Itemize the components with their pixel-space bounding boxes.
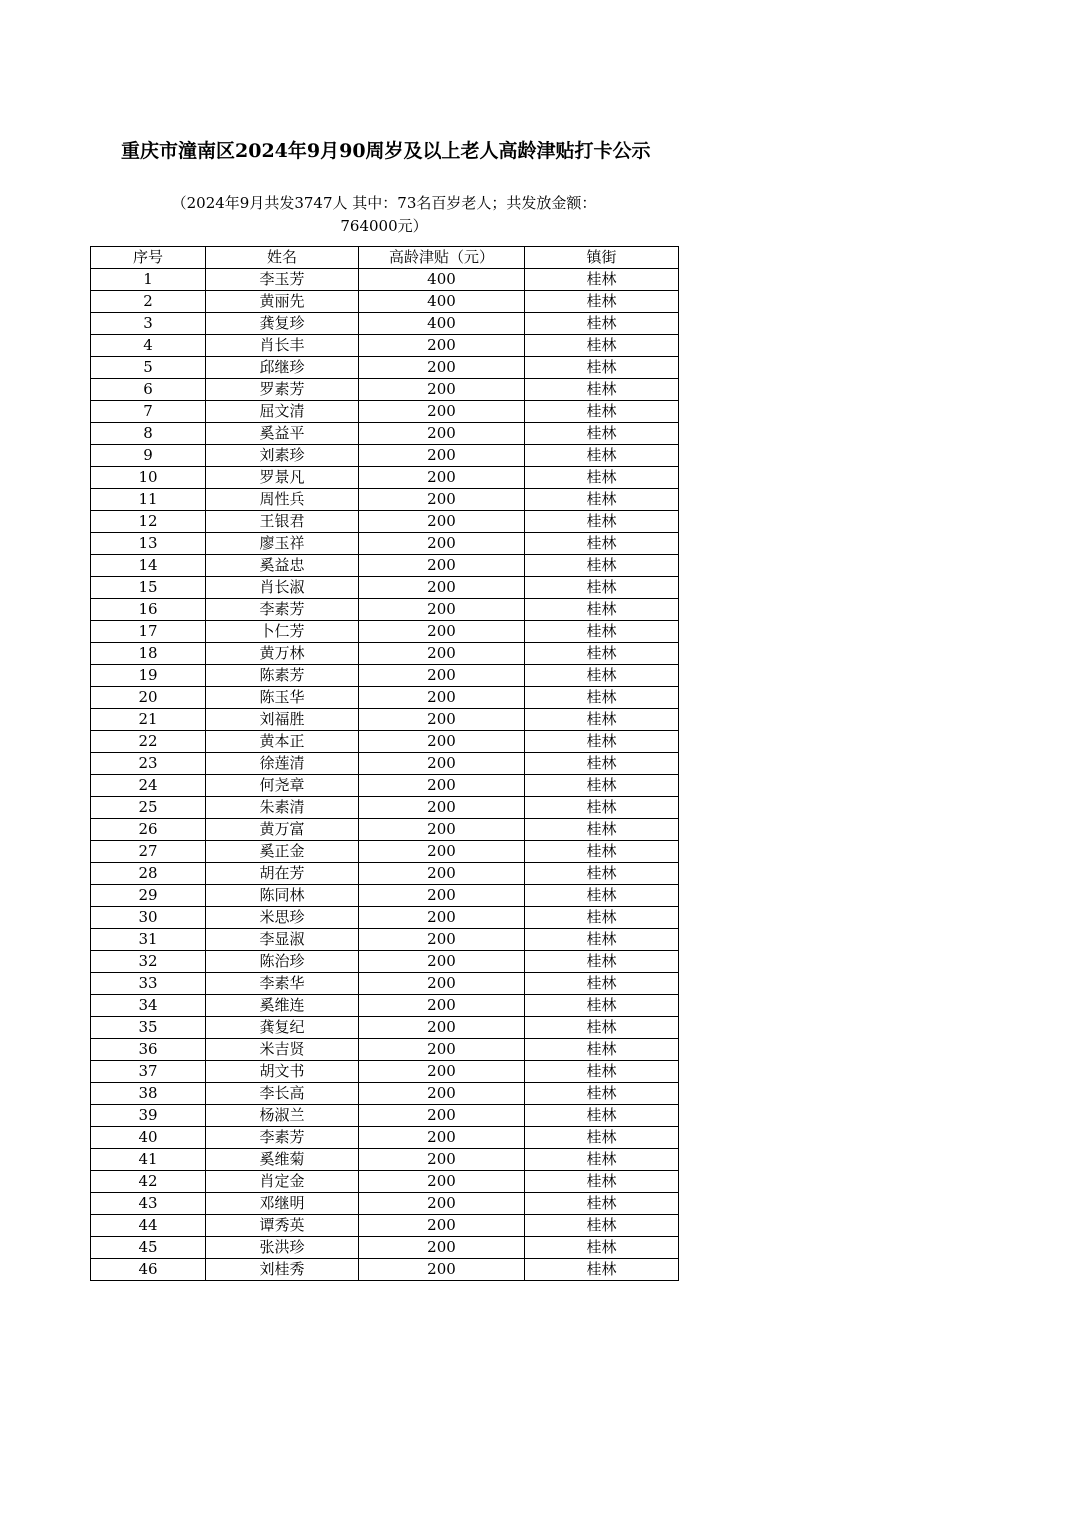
table-row (91, 335, 679, 357)
cell-name: 米思珍 (206, 907, 359, 929)
cell-allowance: 200 (359, 1193, 525, 1215)
cell-town: 桂林 (525, 1083, 679, 1105)
cell-allowance: 200 (359, 1061, 525, 1083)
cell-index: 40 (91, 1127, 206, 1149)
cell-allowance: 200 (359, 1215, 525, 1237)
cell-allowance: 200 (359, 335, 525, 357)
cell-allowance: 200 (359, 599, 525, 621)
cell-town: 桂林 (525, 1215, 679, 1237)
table-row (91, 1017, 679, 1039)
table-row (91, 1105, 679, 1127)
cell-index: 7 (91, 401, 206, 423)
cell-index: 25 (91, 797, 206, 819)
cell-allowance: 200 (359, 379, 525, 401)
cell-name: 何尧章 (206, 775, 359, 797)
table-row (91, 1039, 679, 1061)
cell-index: 38 (91, 1083, 206, 1105)
cell-allowance: 200 (359, 885, 525, 907)
cell-index: 1 (91, 269, 206, 291)
cell-town: 桂林 (525, 489, 679, 511)
table-row (91, 1171, 679, 1193)
cell-index: 17 (91, 621, 206, 643)
cell-index: 23 (91, 753, 206, 775)
table-row (91, 577, 679, 599)
cell-index: 42 (91, 1171, 206, 1193)
cell-name: 周性兵 (206, 489, 359, 511)
cell-index: 37 (91, 1061, 206, 1083)
cell-allowance: 200 (359, 1083, 525, 1105)
cell-name: 龚复纪 (206, 1017, 359, 1039)
cell-name: 刘福胜 (206, 709, 359, 731)
cell-town: 桂林 (525, 511, 679, 533)
cell-town: 桂林 (525, 313, 679, 335)
cell-index: 27 (91, 841, 206, 863)
cell-name: 奚益忠 (206, 555, 359, 577)
cell-name: 邱继珍 (206, 357, 359, 379)
table-row (91, 797, 679, 819)
table-row (91, 709, 679, 731)
cell-town: 桂林 (525, 819, 679, 841)
cell-town: 桂林 (525, 1259, 679, 1281)
cell-name: 朱素清 (206, 797, 359, 819)
table-row (91, 599, 679, 621)
cell-town: 桂林 (525, 577, 679, 599)
cell-allowance: 400 (359, 269, 525, 291)
cell-town: 桂林 (525, 841, 679, 863)
cell-index: 22 (91, 731, 206, 753)
page-title: 重庆市潼南区2024年9月90周岁及以上老人高龄津贴打卡公示 (121, 140, 651, 162)
cell-index: 24 (91, 775, 206, 797)
cell-index: 11 (91, 489, 206, 511)
cell-allowance: 200 (359, 907, 525, 929)
cell-index: 44 (91, 1215, 206, 1237)
cell-name: 屈文清 (206, 401, 359, 423)
table-row (91, 775, 679, 797)
cell-name: 李玉芳 (206, 269, 359, 291)
summary-line-2: 764000元） (340, 217, 428, 235)
cell-allowance: 200 (359, 1039, 525, 1061)
cell-index: 30 (91, 907, 206, 929)
cell-allowance: 200 (359, 731, 525, 753)
table-row (91, 1149, 679, 1171)
cell-index: 32 (91, 951, 206, 973)
cell-allowance: 200 (359, 533, 525, 555)
cell-name: 奚正金 (206, 841, 359, 863)
table-row (91, 1127, 679, 1149)
cell-town: 桂林 (525, 1237, 679, 1259)
cell-index: 33 (91, 973, 206, 995)
cell-index: 28 (91, 863, 206, 885)
cell-town: 桂林 (525, 1105, 679, 1127)
cell-index: 14 (91, 555, 206, 577)
cell-name: 谭秀英 (206, 1215, 359, 1237)
table-row (91, 269, 679, 291)
summary-subtitle (90, 192, 678, 238)
cell-name: 卜仁芳 (206, 621, 359, 643)
cell-allowance: 200 (359, 1237, 525, 1259)
cell-name: 米吉贤 (206, 1039, 359, 1061)
cell-town: 桂林 (525, 907, 679, 929)
cell-index: 10 (91, 467, 206, 489)
cell-allowance: 200 (359, 489, 525, 511)
cell-index: 18 (91, 643, 206, 665)
cell-allowance: 200 (359, 467, 525, 489)
cell-name: 奚维连 (206, 995, 359, 1017)
cell-allowance: 200 (359, 687, 525, 709)
cell-town: 桂林 (525, 995, 679, 1017)
cell-town: 桂林 (525, 1193, 679, 1215)
cell-name: 罗素芳 (206, 379, 359, 401)
table-row (91, 841, 679, 863)
cell-allowance: 200 (359, 1127, 525, 1149)
cell-allowance: 200 (359, 1171, 525, 1193)
cell-allowance: 200 (359, 1017, 525, 1039)
cell-allowance: 400 (359, 291, 525, 313)
cell-allowance: 200 (359, 995, 525, 1017)
cell-town: 桂林 (525, 643, 679, 665)
cell-index: 19 (91, 665, 206, 687)
cell-allowance: 200 (359, 511, 525, 533)
cell-name: 胡在芳 (206, 863, 359, 885)
cell-allowance: 200 (359, 929, 525, 951)
cell-town: 桂林 (525, 665, 679, 687)
table-row (91, 1259, 679, 1281)
cell-index: 2 (91, 291, 206, 313)
table-row (91, 445, 679, 467)
cell-allowance: 200 (359, 401, 525, 423)
cell-index: 3 (91, 313, 206, 335)
header-index: 序号 (91, 247, 206, 269)
table-row (91, 753, 679, 775)
cell-name: 龚复珍 (206, 313, 359, 335)
cell-index: 45 (91, 1237, 206, 1259)
cell-name: 廖玉祥 (206, 533, 359, 555)
cell-town: 桂林 (525, 885, 679, 907)
cell-allowance: 200 (359, 423, 525, 445)
table-row (91, 423, 679, 445)
table-row (91, 1237, 679, 1259)
table-row (91, 511, 679, 533)
cell-name: 胡文书 (206, 1061, 359, 1083)
table-row (91, 1083, 679, 1105)
cell-allowance: 200 (359, 797, 525, 819)
cell-allowance: 200 (359, 819, 525, 841)
cell-town: 桂林 (525, 929, 679, 951)
cell-name: 王银君 (206, 511, 359, 533)
cell-index: 5 (91, 357, 206, 379)
cell-index: 31 (91, 929, 206, 951)
table-row (91, 357, 679, 379)
cell-index: 20 (91, 687, 206, 709)
cell-town: 桂林 (525, 775, 679, 797)
cell-index: 13 (91, 533, 206, 555)
cell-index: 8 (91, 423, 206, 445)
cell-allowance: 200 (359, 621, 525, 643)
table-header-row (91, 247, 679, 269)
cell-index: 41 (91, 1149, 206, 1171)
table-row (91, 995, 679, 1017)
cell-name: 陈素芳 (206, 665, 359, 687)
table-row (91, 929, 679, 951)
table-row (91, 687, 679, 709)
table-row (91, 1061, 679, 1083)
header-name: 姓名 (206, 247, 359, 269)
table-row (91, 665, 679, 687)
cell-index: 43 (91, 1193, 206, 1215)
header-allowance: 高龄津贴（元） (359, 247, 525, 269)
cell-name: 黄万林 (206, 643, 359, 665)
cell-name: 李素芳 (206, 599, 359, 621)
cell-allowance: 200 (359, 357, 525, 379)
cell-town: 桂林 (525, 467, 679, 489)
table-row (91, 1193, 679, 1215)
cell-name: 肖定金 (206, 1171, 359, 1193)
cell-allowance: 200 (359, 555, 525, 577)
header-town: 镇街 (525, 247, 679, 269)
cell-index: 16 (91, 599, 206, 621)
cell-name: 杨淑兰 (206, 1105, 359, 1127)
cell-name: 刘桂秀 (206, 1259, 359, 1281)
cell-name: 黄丽先 (206, 291, 359, 313)
cell-index: 36 (91, 1039, 206, 1061)
table-row (91, 1215, 679, 1237)
cell-name: 徐莲清 (206, 753, 359, 775)
cell-town: 桂林 (525, 863, 679, 885)
cell-town: 桂林 (525, 753, 679, 775)
cell-town: 桂林 (525, 973, 679, 995)
table-row (91, 621, 679, 643)
cell-town: 桂林 (525, 533, 679, 555)
cell-name: 李素芳 (206, 1127, 359, 1149)
cell-allowance: 200 (359, 445, 525, 467)
cell-name: 奚维菊 (206, 1149, 359, 1171)
cell-allowance: 200 (359, 951, 525, 973)
cell-town: 桂林 (525, 951, 679, 973)
cell-allowance: 200 (359, 1149, 525, 1171)
cell-name: 黄万富 (206, 819, 359, 841)
table-row (91, 467, 679, 489)
cell-name: 邓继明 (206, 1193, 359, 1215)
cell-town: 桂林 (525, 687, 679, 709)
cell-name: 李素华 (206, 973, 359, 995)
cell-allowance: 200 (359, 643, 525, 665)
table-row (91, 863, 679, 885)
cell-town: 桂林 (525, 555, 679, 577)
cell-allowance: 200 (359, 709, 525, 731)
cell-town: 桂林 (525, 269, 679, 291)
cell-index: 12 (91, 511, 206, 533)
cell-name: 陈玉华 (206, 687, 359, 709)
cell-name: 黄本正 (206, 731, 359, 753)
cell-town: 桂林 (525, 1039, 679, 1061)
cell-town: 桂林 (525, 401, 679, 423)
table-row (91, 313, 679, 335)
cell-town: 桂林 (525, 1149, 679, 1171)
table-row (91, 291, 679, 313)
cell-allowance: 200 (359, 1105, 525, 1127)
cell-name: 奚益平 (206, 423, 359, 445)
cell-name: 刘素珍 (206, 445, 359, 467)
cell-town: 桂林 (525, 423, 679, 445)
table-row (91, 643, 679, 665)
cell-index: 39 (91, 1105, 206, 1127)
cell-town: 桂林 (525, 357, 679, 379)
cell-allowance: 200 (359, 973, 525, 995)
cell-town: 桂林 (525, 797, 679, 819)
cell-index: 46 (91, 1259, 206, 1281)
cell-town: 桂林 (525, 379, 679, 401)
cell-name: 陈同林 (206, 885, 359, 907)
cell-allowance: 200 (359, 753, 525, 775)
cell-town: 桂林 (525, 1127, 679, 1149)
table-row (91, 731, 679, 753)
table-row (91, 555, 679, 577)
table-row (91, 533, 679, 555)
cell-town: 桂林 (525, 709, 679, 731)
cell-index: 6 (91, 379, 206, 401)
cell-town: 桂林 (525, 731, 679, 753)
table-row (91, 819, 679, 841)
cell-allowance: 200 (359, 577, 525, 599)
cell-town: 桂林 (525, 1061, 679, 1083)
table-row (91, 885, 679, 907)
table-row (91, 401, 679, 423)
cell-name: 张洪珍 (206, 1237, 359, 1259)
cell-name: 肖长淑 (206, 577, 359, 599)
cell-index: 35 (91, 1017, 206, 1039)
cell-index: 21 (91, 709, 206, 731)
cell-town: 桂林 (525, 1171, 679, 1193)
cell-index: 29 (91, 885, 206, 907)
cell-town: 桂林 (525, 335, 679, 357)
cell-index: 26 (91, 819, 206, 841)
cell-name: 陈治珍 (206, 951, 359, 973)
cell-name: 罗景凡 (206, 467, 359, 489)
cell-allowance: 200 (359, 1259, 525, 1281)
table-row (91, 907, 679, 929)
cell-allowance: 400 (359, 313, 525, 335)
cell-index: 4 (91, 335, 206, 357)
summary-line-1: （2024年9月共发3747人 其中：73名百岁老人；共发放金额： (171, 194, 597, 212)
cell-allowance: 200 (359, 665, 525, 687)
table-row (91, 489, 679, 511)
cell-town: 桂林 (525, 621, 679, 643)
cell-name: 李长高 (206, 1083, 359, 1105)
cell-index: 9 (91, 445, 206, 467)
cell-name: 肖长丰 (206, 335, 359, 357)
table-row (91, 973, 679, 995)
cell-allowance: 200 (359, 863, 525, 885)
table-row (91, 379, 679, 401)
cell-index: 15 (91, 577, 206, 599)
cell-town: 桂林 (525, 1017, 679, 1039)
cell-index: 34 (91, 995, 206, 1017)
cell-name: 李显淑 (206, 929, 359, 951)
cell-allowance: 200 (359, 775, 525, 797)
cell-town: 桂林 (525, 599, 679, 621)
allowance-table (90, 246, 679, 1281)
table-row (91, 951, 679, 973)
cell-town: 桂林 (525, 445, 679, 467)
cell-allowance: 200 (359, 841, 525, 863)
table-body (91, 269, 679, 1281)
cell-town: 桂林 (525, 291, 679, 313)
